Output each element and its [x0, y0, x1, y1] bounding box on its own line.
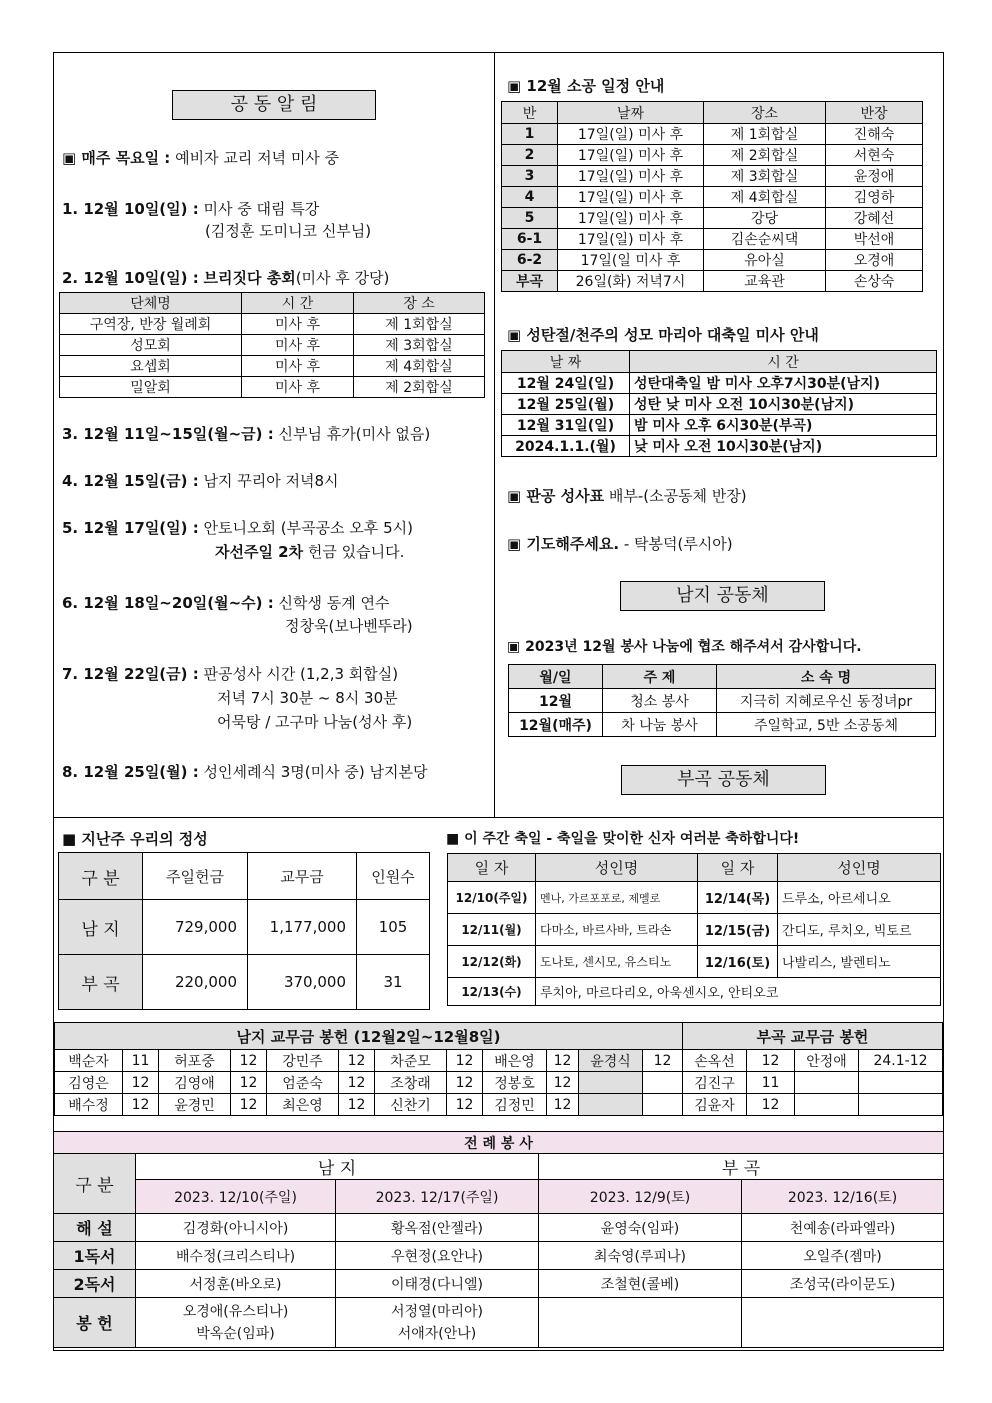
notice-1-label: 1. 12월 10일(일) :: [62, 200, 199, 218]
notice-3-text: 신부님 휴가(미사 없음): [278, 425, 431, 443]
cell: 김영하: [826, 187, 923, 208]
cell: 윤경민: [159, 1094, 231, 1116]
notice-6: [62, 592, 389, 613]
header-cell: 주 제: [603, 665, 717, 689]
cell: 12: [231, 1072, 267, 1094]
table-row: [59, 955, 430, 1010]
section-divider: [53, 817, 944, 818]
cell: 6-1: [502, 229, 558, 250]
cell: 105: [357, 900, 430, 955]
cell: 2023. 12/17(주일): [336, 1180, 539, 1214]
cell: 성모회: [60, 335, 242, 356]
cell: 2023. 12/16(토): [742, 1180, 944, 1214]
header-cell: 남지 교무금 봉헌 (12월2일~12월8일): [55, 1023, 683, 1050]
header-cell: 단체명: [60, 293, 242, 314]
namji-community-title: 남지 공동체: [620, 581, 825, 611]
cell: 17일(일) 미사 후: [558, 166, 704, 187]
weekly-notice: [62, 147, 339, 168]
cell: 12월 31일(일): [502, 415, 630, 436]
cell: 12/15(금): [698, 914, 778, 946]
cell: 루치아, 마르다리오, 아욱센시오, 안티오코: [536, 978, 941, 1006]
cell: 서정훈(바오로): [136, 1270, 336, 1298]
cell: 우현정(요안나): [336, 1242, 539, 1270]
cell: 제 4회합실: [704, 187, 826, 208]
notice-2-text: (미사 후 강당): [295, 269, 390, 287]
cell: 12/10(주일): [448, 882, 536, 914]
cell: 김영애: [159, 1072, 231, 1094]
table-row: [55, 1072, 943, 1094]
table-row: [502, 124, 923, 145]
cell: 구역장, 반장 월례회: [60, 314, 242, 335]
header-cell: 성인명: [536, 854, 698, 882]
cell: 17일(일) 미사 후: [558, 208, 704, 229]
cell: 2024.1.1.(월): [502, 436, 630, 457]
cell: 1,177,000: [248, 900, 357, 955]
cell: 11: [747, 1072, 795, 1094]
cell: 서현숙: [826, 145, 923, 166]
cell: 1독서: [54, 1242, 136, 1270]
cell: 나발리스, 발렌티노: [778, 946, 941, 978]
cell: 교육관: [704, 271, 826, 292]
cell: 차 나눔 봉사: [603, 713, 717, 737]
cell: 성탄대축일 밤 미사 오후7시30분(남지): [630, 373, 937, 394]
notice-8-text: 성인세례식 3명(미사 중) 남지본당: [203, 763, 428, 781]
cell: 배수정: [55, 1094, 123, 1116]
header-cell: 주일헌금: [143, 853, 248, 900]
cell: 최숙영(루피나): [539, 1242, 742, 1270]
table-row: [448, 914, 941, 946]
table-row: [509, 713, 936, 737]
cell: [859, 1072, 943, 1094]
offer-name: 서애자(안나): [397, 1325, 477, 1342]
cell: [643, 1094, 683, 1116]
cell: 12: [747, 1050, 795, 1072]
notice-1: [62, 198, 319, 219]
cell: 12: [447, 1050, 483, 1072]
cell: 12: [339, 1050, 375, 1072]
notice-5-text: 안토니오회 (부곡공소 오후 5시): [203, 519, 413, 537]
table-row: [502, 187, 923, 208]
schedule-title: ▣ 12월 소공 일정 안내: [507, 77, 665, 95]
table-row: [54, 1270, 944, 1298]
cell: 배은영: [483, 1050, 547, 1072]
cell: 조철현(콜베): [539, 1270, 742, 1298]
cell: 윤경식: [579, 1050, 643, 1072]
notice-7-text: 판공성사 시간 (1,2,3 회합실): [203, 665, 399, 683]
cell: 12/16(토): [698, 946, 778, 978]
cell: 12: [339, 1094, 375, 1116]
notice-1-sub: (김정훈 도미니코 신부님): [205, 222, 372, 240]
cell: 김경화(아니시아): [136, 1214, 336, 1242]
table-row: [502, 166, 923, 187]
cell: 밀알회: [60, 377, 242, 398]
cell: 부 곡: [59, 955, 143, 1010]
table-header-row: [502, 102, 923, 124]
cell: [795, 1094, 859, 1116]
notice-8-label: 8. 12월 25일(월) :: [62, 763, 199, 781]
notice-6-sub: 정창욱(보나벤뚜라): [285, 617, 413, 635]
cell: 주일학교, 5반 소공동체: [717, 713, 936, 737]
cell: 신찬기: [375, 1094, 447, 1116]
table-row: [502, 271, 923, 292]
cell: 드루소, 아르세니오: [778, 882, 941, 914]
notice-2-label: 2. 12월 10일(일) :: [62, 269, 199, 287]
cell: [579, 1072, 643, 1094]
cell: [742, 1298, 944, 1348]
table-row: [60, 356, 485, 377]
cell: 밤 미사 오후 6시30분(부곡): [630, 415, 937, 436]
cell: 5: [502, 208, 558, 229]
table-row: [54, 1154, 944, 1180]
cell: 해 설: [54, 1214, 136, 1242]
cell: 제 1회합실: [354, 314, 485, 335]
tithe-table: [54, 1022, 943, 1116]
table-row: [55, 1094, 943, 1116]
cell: 12: [447, 1072, 483, 1094]
cell: 17일(일) 미사 후: [558, 124, 704, 145]
cell: 오경애: [826, 250, 923, 271]
cell: 구 분: [54, 1154, 136, 1214]
cell: 미사 후: [242, 356, 354, 377]
notice-4: [62, 470, 339, 491]
cell: 12: [123, 1072, 159, 1094]
cell: 성탄 낮 미사 오전 10시30분(남지): [630, 394, 937, 415]
pangong-label: ▣ 판공 성사표: [507, 487, 605, 505]
cell: 안정애: [795, 1050, 859, 1072]
cell: [539, 1298, 742, 1348]
cell: 12: [231, 1050, 267, 1072]
cell: 김정민: [483, 1094, 547, 1116]
cell: 차준모: [375, 1050, 447, 1072]
prayer-text: - 탁봉덕(루시아): [619, 535, 733, 553]
cell: 김영은: [55, 1072, 123, 1094]
cell: 윤정애: [826, 166, 923, 187]
table-header-row: [60, 293, 485, 314]
table-row: [448, 882, 941, 914]
cell: 12: [231, 1094, 267, 1116]
cell: 제 2회합실: [354, 377, 485, 398]
table-header-row: [55, 1023, 943, 1050]
cell: 2: [502, 145, 558, 166]
table-row: [59, 900, 430, 955]
cell: 1: [502, 124, 558, 145]
notice-5-label: 5. 12월 17일(일) :: [62, 519, 199, 537]
cell: 황옥점(안젤라): [336, 1214, 539, 1242]
cell: 31: [357, 955, 430, 1010]
notice-6-label: 6. 12월 18일~20일(월~수) :: [62, 594, 274, 612]
liturgy-table: [53, 1131, 944, 1348]
offer-name: 박옥순(임파): [196, 1325, 275, 1342]
cell: 천예송(라파엘라): [742, 1214, 944, 1242]
cell: 12: [339, 1072, 375, 1094]
offer-name: 서정열(마리아): [390, 1303, 484, 1320]
cell: 12: [447, 1094, 483, 1116]
cell: 12/12(화): [448, 946, 536, 978]
cell: 12월: [509, 689, 603, 713]
cell: 최은영: [267, 1094, 339, 1116]
cell: 남 지: [136, 1154, 539, 1180]
cell: 26일(화) 저녁7시: [558, 271, 704, 292]
cell: 370,000: [248, 955, 357, 1010]
table-row: [502, 145, 923, 166]
cell: 11: [123, 1050, 159, 1072]
notice-7: [62, 663, 398, 684]
christmas-table: [501, 350, 937, 457]
cell: 2독서: [54, 1270, 136, 1298]
header-cell: 반장: [826, 102, 923, 124]
notice-7-sub2: 어묵탕 / 고구마 나눔(성사 후): [217, 713, 413, 731]
table-row: [448, 978, 941, 1006]
table-row: [502, 208, 923, 229]
header-cell: 부곡 교무금 봉헌: [683, 1023, 943, 1050]
cell: 미사 후: [242, 314, 354, 335]
cell: 부곡: [502, 271, 558, 292]
header-cell: 월/일: [509, 665, 603, 689]
cell: 봉 헌: [54, 1298, 136, 1348]
header-cell: 성인명: [778, 854, 941, 882]
cell: [643, 1072, 683, 1094]
cell: 12월 24일(일): [502, 373, 630, 394]
table-row: [54, 1242, 944, 1270]
cell: 미사 후: [242, 335, 354, 356]
cell: 진해숙: [826, 124, 923, 145]
weekly-text: 예비자 교리 저녁 미사 중: [175, 149, 340, 167]
service-title: ▣ 2023년 12월 봉사 나눔에 협조 해주셔서 감사합니다.: [507, 639, 862, 655]
notice-6-text: 신학생 동계 연수: [278, 594, 390, 612]
schedule-table: [501, 101, 923, 292]
table-row: [502, 436, 937, 457]
notice-5-strong: 자선주일 2차: [215, 543, 304, 561]
cell: 윤영숙(임파): [539, 1214, 742, 1242]
prayer-notice: [507, 533, 733, 554]
column-divider: [494, 52, 495, 818]
cell: 박선애: [826, 229, 923, 250]
cell: 12: [547, 1072, 579, 1094]
cell: 12: [547, 1094, 579, 1116]
cell: 김진구: [683, 1072, 747, 1094]
header-cell: 날 짜: [502, 351, 630, 373]
pangong-text: 배부-(소공동체 반장): [604, 487, 747, 505]
prayer-label: ▣ 기도해주세요.: [507, 535, 620, 553]
notice-5: [62, 517, 413, 538]
table-row: [502, 229, 923, 250]
cell: 12: [747, 1094, 795, 1116]
notice-2-strong: 브리짓다 총회: [203, 269, 296, 287]
christmas-title: ▣ 성탄절/천주의 성모 마리아 대축일 미사 안내: [507, 326, 819, 344]
cell: 김윤자: [683, 1094, 747, 1116]
cell: 미사 후: [242, 377, 354, 398]
cell: 엄준숙: [267, 1072, 339, 1094]
cell: 강민주: [267, 1050, 339, 1072]
cell: 12: [643, 1050, 683, 1072]
table-row: [502, 394, 937, 415]
cell: 허포중: [159, 1050, 231, 1072]
notice-8: [62, 761, 427, 782]
meeting-table: [59, 292, 485, 398]
pangong-notice: [507, 485, 747, 506]
cell: 12월(매주): [509, 713, 603, 737]
header-cell: 장 소: [354, 293, 485, 314]
cell: 배수정(크리스티나): [136, 1242, 336, 1270]
cell: 요셉회: [60, 356, 242, 377]
cell: 간디도, 루치오, 빅토르: [778, 914, 941, 946]
cell: 2023. 12/9(토): [539, 1180, 742, 1214]
table-row: [502, 415, 937, 436]
table-row: [55, 1050, 943, 1072]
header-cell: 교무금: [248, 853, 357, 900]
cell: 17일(일 미사 후: [558, 250, 704, 271]
service-table: [508, 664, 936, 737]
header-cell: 시 간: [630, 351, 937, 373]
table-row: [509, 689, 936, 713]
cell: 제 3회합실: [354, 335, 485, 356]
table-row: [54, 1298, 944, 1348]
cell: 제 2회합실: [704, 145, 826, 166]
header-cell: 인원수: [357, 853, 430, 900]
cell: 제 3회합실: [704, 166, 826, 187]
table-header-row: [448, 854, 941, 882]
offering-title: ■ 지난주 우리의 정성: [62, 830, 208, 848]
table-header-row: [59, 853, 430, 900]
header-cell: 일 자: [448, 854, 536, 882]
feast-table: [447, 853, 941, 1006]
cell: [859, 1094, 943, 1116]
cell: 12: [123, 1094, 159, 1116]
cell: 손옥선: [683, 1050, 747, 1072]
notice-7-label: 7. 12월 22일(금) :: [62, 665, 199, 683]
cell: [136, 1298, 336, 1348]
header-cell: 구 분: [59, 853, 143, 900]
cell: 6-2: [502, 250, 558, 271]
cell: 4: [502, 187, 558, 208]
cell: 유아실: [704, 250, 826, 271]
cell: 다마소, 바르사바, 트라손: [536, 914, 698, 946]
cell: 12/14(목): [698, 882, 778, 914]
cell: 손상숙: [826, 271, 923, 292]
table-row: [448, 946, 941, 978]
cell: 12/11(월): [448, 914, 536, 946]
cell: 강당: [704, 208, 826, 229]
cell: 조창래: [375, 1072, 447, 1094]
notice-4-label: 4. 12월 15일(금) :: [62, 472, 199, 490]
notice-4-text: 남지 꾸리아 저녁8시: [203, 472, 339, 490]
feast-title: ■ 이 주간 축일 - 축일을 맞이한 신자 여러분 축하합니다!: [446, 831, 800, 847]
cell: 17일(일) 미사 후: [558, 229, 704, 250]
header-cell: 날짜: [558, 102, 704, 124]
header-cell: 시 간: [242, 293, 354, 314]
offering-table: [58, 852, 430, 1010]
cell: 2023. 12/10(주일): [136, 1180, 336, 1214]
cell: 오일주(젬마): [742, 1242, 944, 1270]
notice-5-sub-text: 헌금 있습니다.: [303, 543, 405, 561]
cell: 청소 봉사: [603, 689, 717, 713]
cell: 3: [502, 166, 558, 187]
cell: 17일(일) 미사 후: [558, 145, 704, 166]
cell: 남 지: [59, 900, 143, 955]
table-row: [60, 335, 485, 356]
cell: 이태경(다니엘): [336, 1270, 539, 1298]
cell: 낮 미사 오전 10시30분(남지): [630, 436, 937, 457]
notice-1-text: 미사 중 대림 특강: [203, 200, 320, 218]
cell: 제 4회합실: [354, 356, 485, 377]
header-cell: 전 례 봉 사: [54, 1132, 944, 1154]
cell: 12/13(수): [448, 978, 536, 1006]
table-row: [60, 377, 485, 398]
header-cell: 일 자: [698, 854, 778, 882]
notice-5-sub: [215, 541, 404, 562]
cell: 지극히 지혜로우신 동정녀pr: [717, 689, 936, 713]
table-row: [502, 250, 923, 271]
cell: 도나토, 센시모, 유스티노: [536, 946, 698, 978]
cell: [336, 1298, 539, 1348]
cell: 김손순씨댁: [704, 229, 826, 250]
table-row: [54, 1180, 944, 1214]
cell: 12월 25일(월): [502, 394, 630, 415]
header-cell: 반: [502, 102, 558, 124]
notice-7-sub: 저녁 7시 30분 ~ 8시 30분: [217, 689, 398, 707]
cell: [795, 1072, 859, 1094]
table-row: [60, 314, 485, 335]
cell: 백순자: [55, 1050, 123, 1072]
header-cell: 소 속 명: [717, 665, 936, 689]
cell: 멘나, 가르포포로, 제멜로: [536, 882, 698, 914]
cell: 정봉호: [483, 1072, 547, 1094]
cell: 24.1-12: [859, 1050, 943, 1072]
table-row: [54, 1214, 944, 1242]
table-header-row: [509, 665, 936, 689]
cell: 제 1회합실: [704, 124, 826, 145]
notice-title: 공 동 알 림: [172, 90, 376, 120]
cell: 220,000: [143, 955, 248, 1010]
header-cell: 장소: [704, 102, 826, 124]
cell: 17일(일) 미사 후: [558, 187, 704, 208]
notice-2: [62, 267, 389, 288]
offer-name: 오경애(유스티나): [182, 1303, 289, 1320]
cell: [579, 1094, 643, 1116]
cell: 조성국(라이문도): [742, 1270, 944, 1298]
notice-3-label: 3. 12월 11일~15일(월~금) :: [62, 425, 274, 443]
notice-3: [62, 423, 430, 444]
cell: 부 곡: [539, 1154, 944, 1180]
cell: 강혜선: [826, 208, 923, 229]
bugok-community-title: 부곡 공동체: [621, 765, 826, 795]
weekly-label: ▣ 매주 목요일 :: [62, 149, 171, 167]
table-header-row: [502, 351, 937, 373]
cell: 12: [547, 1050, 579, 1072]
table-row: [502, 373, 937, 394]
table-header-row: [54, 1132, 944, 1154]
cell: 729,000: [143, 900, 248, 955]
